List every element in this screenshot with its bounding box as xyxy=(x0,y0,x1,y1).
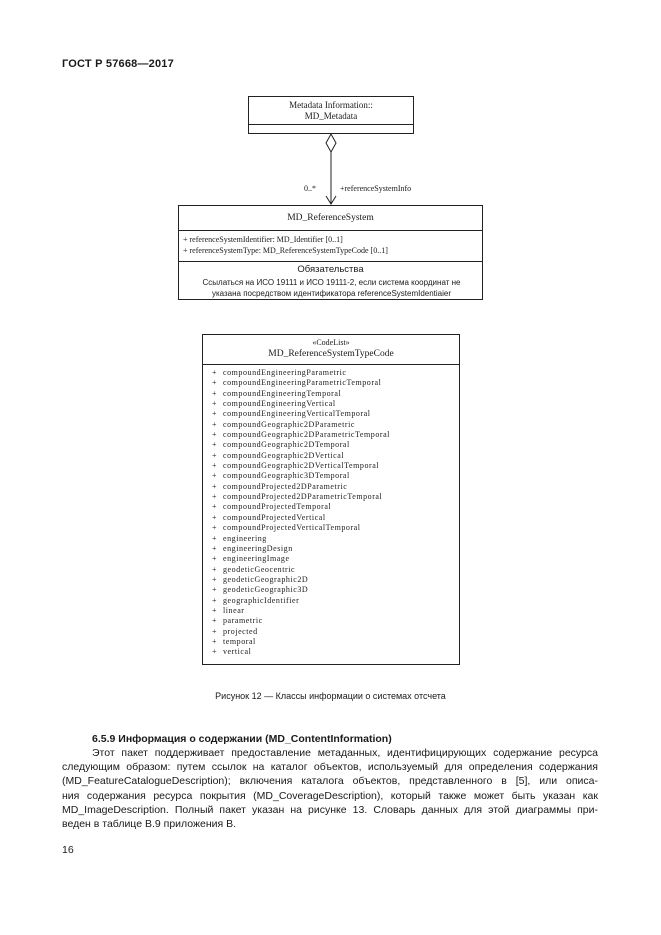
obligation-title: Обязательства xyxy=(297,264,364,275)
visibility-marker: + xyxy=(212,461,218,471)
codelist-values xyxy=(212,368,390,658)
obligation-line: указана посредством идентификатора referenceSystemIdentiaier xyxy=(211,289,452,298)
visibility-marker: + xyxy=(212,378,218,388)
codelist-item xyxy=(212,492,390,502)
codelist-item-label: parametric xyxy=(223,616,263,626)
codelist-item xyxy=(212,627,390,637)
paragraph-line: MD_ImageDescription. Полный пакет указан на рисунке 13. Словарь данных для этой диаграммы при- xyxy=(62,803,598,816)
visibility-marker: + xyxy=(212,430,218,440)
obligation-text xyxy=(185,277,478,299)
visibility-marker: + xyxy=(212,388,218,398)
codelist-item xyxy=(212,399,390,409)
visibility-marker: + xyxy=(212,626,218,636)
md-metadata-class-title xyxy=(249,100,413,122)
codelist-item-label: compoundEngineeringParametricTemporal xyxy=(223,378,382,388)
md-metadata-name-line: MD_Metadata xyxy=(304,111,358,121)
codelist-item-label: compoundProjected2DParametricTemporal xyxy=(223,492,383,502)
visibility-marker: + xyxy=(212,368,218,377)
codelist-item xyxy=(212,420,390,430)
visibility-marker: + xyxy=(212,481,218,491)
document-header: ГОСТ Р 57668—2017 xyxy=(62,58,174,70)
codelist-item xyxy=(212,451,390,461)
page-number: 16 xyxy=(62,844,74,856)
figure-caption: Рисунок 12 — Классы информации о системах отсчета xyxy=(215,691,446,701)
visibility-marker: + xyxy=(212,533,218,543)
codelist-item-label: projected xyxy=(223,626,258,636)
visibility-marker: + xyxy=(212,636,218,646)
codelist-item-label: compoundGeographic2DParametric xyxy=(223,419,356,429)
codelist-item-label: geodeticGeographic3D xyxy=(223,585,309,595)
codelist-item-label: compoundEngineeringTemporal xyxy=(223,388,342,398)
paragraph-line: следующим образом: путем ссылок на каталог объектов, используемый для определения содержания xyxy=(62,761,598,774)
codelist-class-title: MD_ReferenceSystemTypeCode xyxy=(268,349,394,359)
codelist-item-label: compoundProjectedVerticalTemporal xyxy=(223,523,361,533)
codelist-item xyxy=(212,409,390,419)
codelist-item-label: engineeringImage xyxy=(223,554,290,564)
visibility-marker: + xyxy=(212,440,218,450)
codelist-item xyxy=(212,482,390,492)
md-metadata-package-line: Metadata Information:: xyxy=(289,100,373,110)
codelist-item-label: geographicIdentifier xyxy=(223,595,300,605)
class-attributes xyxy=(183,234,388,256)
codelist-item xyxy=(212,647,390,657)
role-label: +referenceSystemInfo xyxy=(340,184,412,193)
visibility-marker: + xyxy=(212,564,218,574)
codelist-item xyxy=(212,534,390,544)
codelist-item xyxy=(212,471,390,481)
codelist-item xyxy=(212,368,390,378)
codelist-item-label: vertical xyxy=(223,647,252,657)
codelist-item-label: compoundGeographic2DVerticalTemporal xyxy=(223,461,380,471)
codelist-class-box xyxy=(202,334,460,665)
codelist-item-label: compoundEngineeringParametric xyxy=(223,368,347,377)
codelist-item-label: engineeringDesign xyxy=(223,543,293,553)
visibility-marker: + xyxy=(212,574,218,584)
paragraph-line: (MD_FeatureCatalogueDescription); включения каталога объектов, представленного в [5], или описа- xyxy=(62,775,598,788)
codelist-item xyxy=(212,430,390,440)
codelist-item-label: compoundGeographic2DTemporal xyxy=(223,440,350,450)
obligation-line: Ссылаться на ИСО 19111 и ИСО 19111-2, если система координат не xyxy=(202,278,461,287)
codelist-item xyxy=(212,606,390,616)
visibility-marker: + xyxy=(212,647,218,657)
md-reference-system-class-box xyxy=(178,205,483,300)
visibility-marker: + xyxy=(212,450,218,460)
class-divider xyxy=(179,230,482,231)
visibility-marker: + xyxy=(212,399,218,409)
codelist-item xyxy=(212,585,390,595)
codelist-item-label: compoundGeographic2DVertical xyxy=(223,450,345,460)
codelist-item-label: engineering xyxy=(223,533,267,543)
codelist-item-label: geodeticGeographic2D xyxy=(223,574,309,584)
visibility-marker: + xyxy=(212,543,218,553)
md-metadata-class-box xyxy=(248,96,414,134)
codelist-item xyxy=(212,554,390,564)
visibility-marker: + xyxy=(212,492,218,502)
codelist-item-label: compoundEngineeringVerticalTemporal xyxy=(223,409,371,419)
codelist-item-label: compoundProjectedVertical xyxy=(223,512,326,522)
visibility-marker: + xyxy=(212,409,218,419)
visibility-marker: + xyxy=(212,523,218,533)
paragraph-line: веден в таблице В.9 приложения В. xyxy=(62,818,237,831)
association-arrowhead xyxy=(326,196,336,204)
section-heading: 6.5.9 Информация о содержании (MD_ContentInformation) xyxy=(92,733,392,745)
paragraph-line: Этот пакет поддерживает предоставление метаданных, идентифицирующих содержание ресурса xyxy=(92,747,598,759)
codelist-item xyxy=(212,575,390,585)
visibility-marker: + xyxy=(212,554,218,564)
codelist-item-label: compoundProjectedTemporal xyxy=(223,502,332,512)
codelist-item-label: compoundGeographic3DTemporal xyxy=(223,471,350,481)
visibility-marker: + xyxy=(212,595,218,605)
visibility-marker: + xyxy=(212,512,218,522)
codelist-item-label: geodeticGeocentric xyxy=(223,564,296,574)
codelist-item xyxy=(212,523,390,533)
paragraph-line: ния содержания ресурса покрытия (MD_CoverageDescription), который также может быть указан как xyxy=(62,789,598,802)
section-paragraph xyxy=(62,746,598,831)
codelist-stereotype: «CodeList» xyxy=(312,338,350,347)
visibility-marker: + xyxy=(212,419,218,429)
visibility-marker: + xyxy=(212,585,218,595)
codelist-item xyxy=(212,565,390,575)
codelist-item xyxy=(212,440,390,450)
codelist-item-label: compoundGeographic2DParametricTemporal xyxy=(223,430,390,440)
codelist-item-label: compoundEngineeringVertical xyxy=(223,399,336,409)
codelist-item-label: temporal xyxy=(223,636,256,646)
md-reference-system-class-title: MD_ReferenceSystem xyxy=(287,213,374,223)
aggregation-diamond xyxy=(326,134,336,152)
class-divider xyxy=(203,364,459,365)
multiplicity-label: 0..* xyxy=(304,184,316,193)
visibility-marker: + xyxy=(212,616,218,626)
visibility-marker: + xyxy=(212,471,218,481)
class-divider xyxy=(249,124,413,125)
attribute-reference-system-identifier: + referenceSystemIdentifier: MD_Identifier [0..1] xyxy=(183,235,343,244)
attribute-reference-system-type: + referenceSystemType: MD_ReferenceSystemTypeCode [0..1] xyxy=(183,246,388,255)
codelist-item xyxy=(212,513,390,523)
codelist-item xyxy=(212,502,390,512)
visibility-marker: + xyxy=(212,502,218,512)
codelist-item-label: linear xyxy=(223,605,245,615)
class-divider xyxy=(179,261,482,262)
codelist-item xyxy=(212,389,390,399)
codelist-item xyxy=(212,378,390,388)
codelist-item-label: compoundProjected2DParametric xyxy=(223,481,348,491)
visibility-marker: + xyxy=(212,605,218,615)
codelist-item xyxy=(212,596,390,606)
codelist-item xyxy=(212,616,390,626)
codelist-item xyxy=(212,544,390,554)
codelist-item xyxy=(212,461,390,471)
codelist-item xyxy=(212,637,390,647)
